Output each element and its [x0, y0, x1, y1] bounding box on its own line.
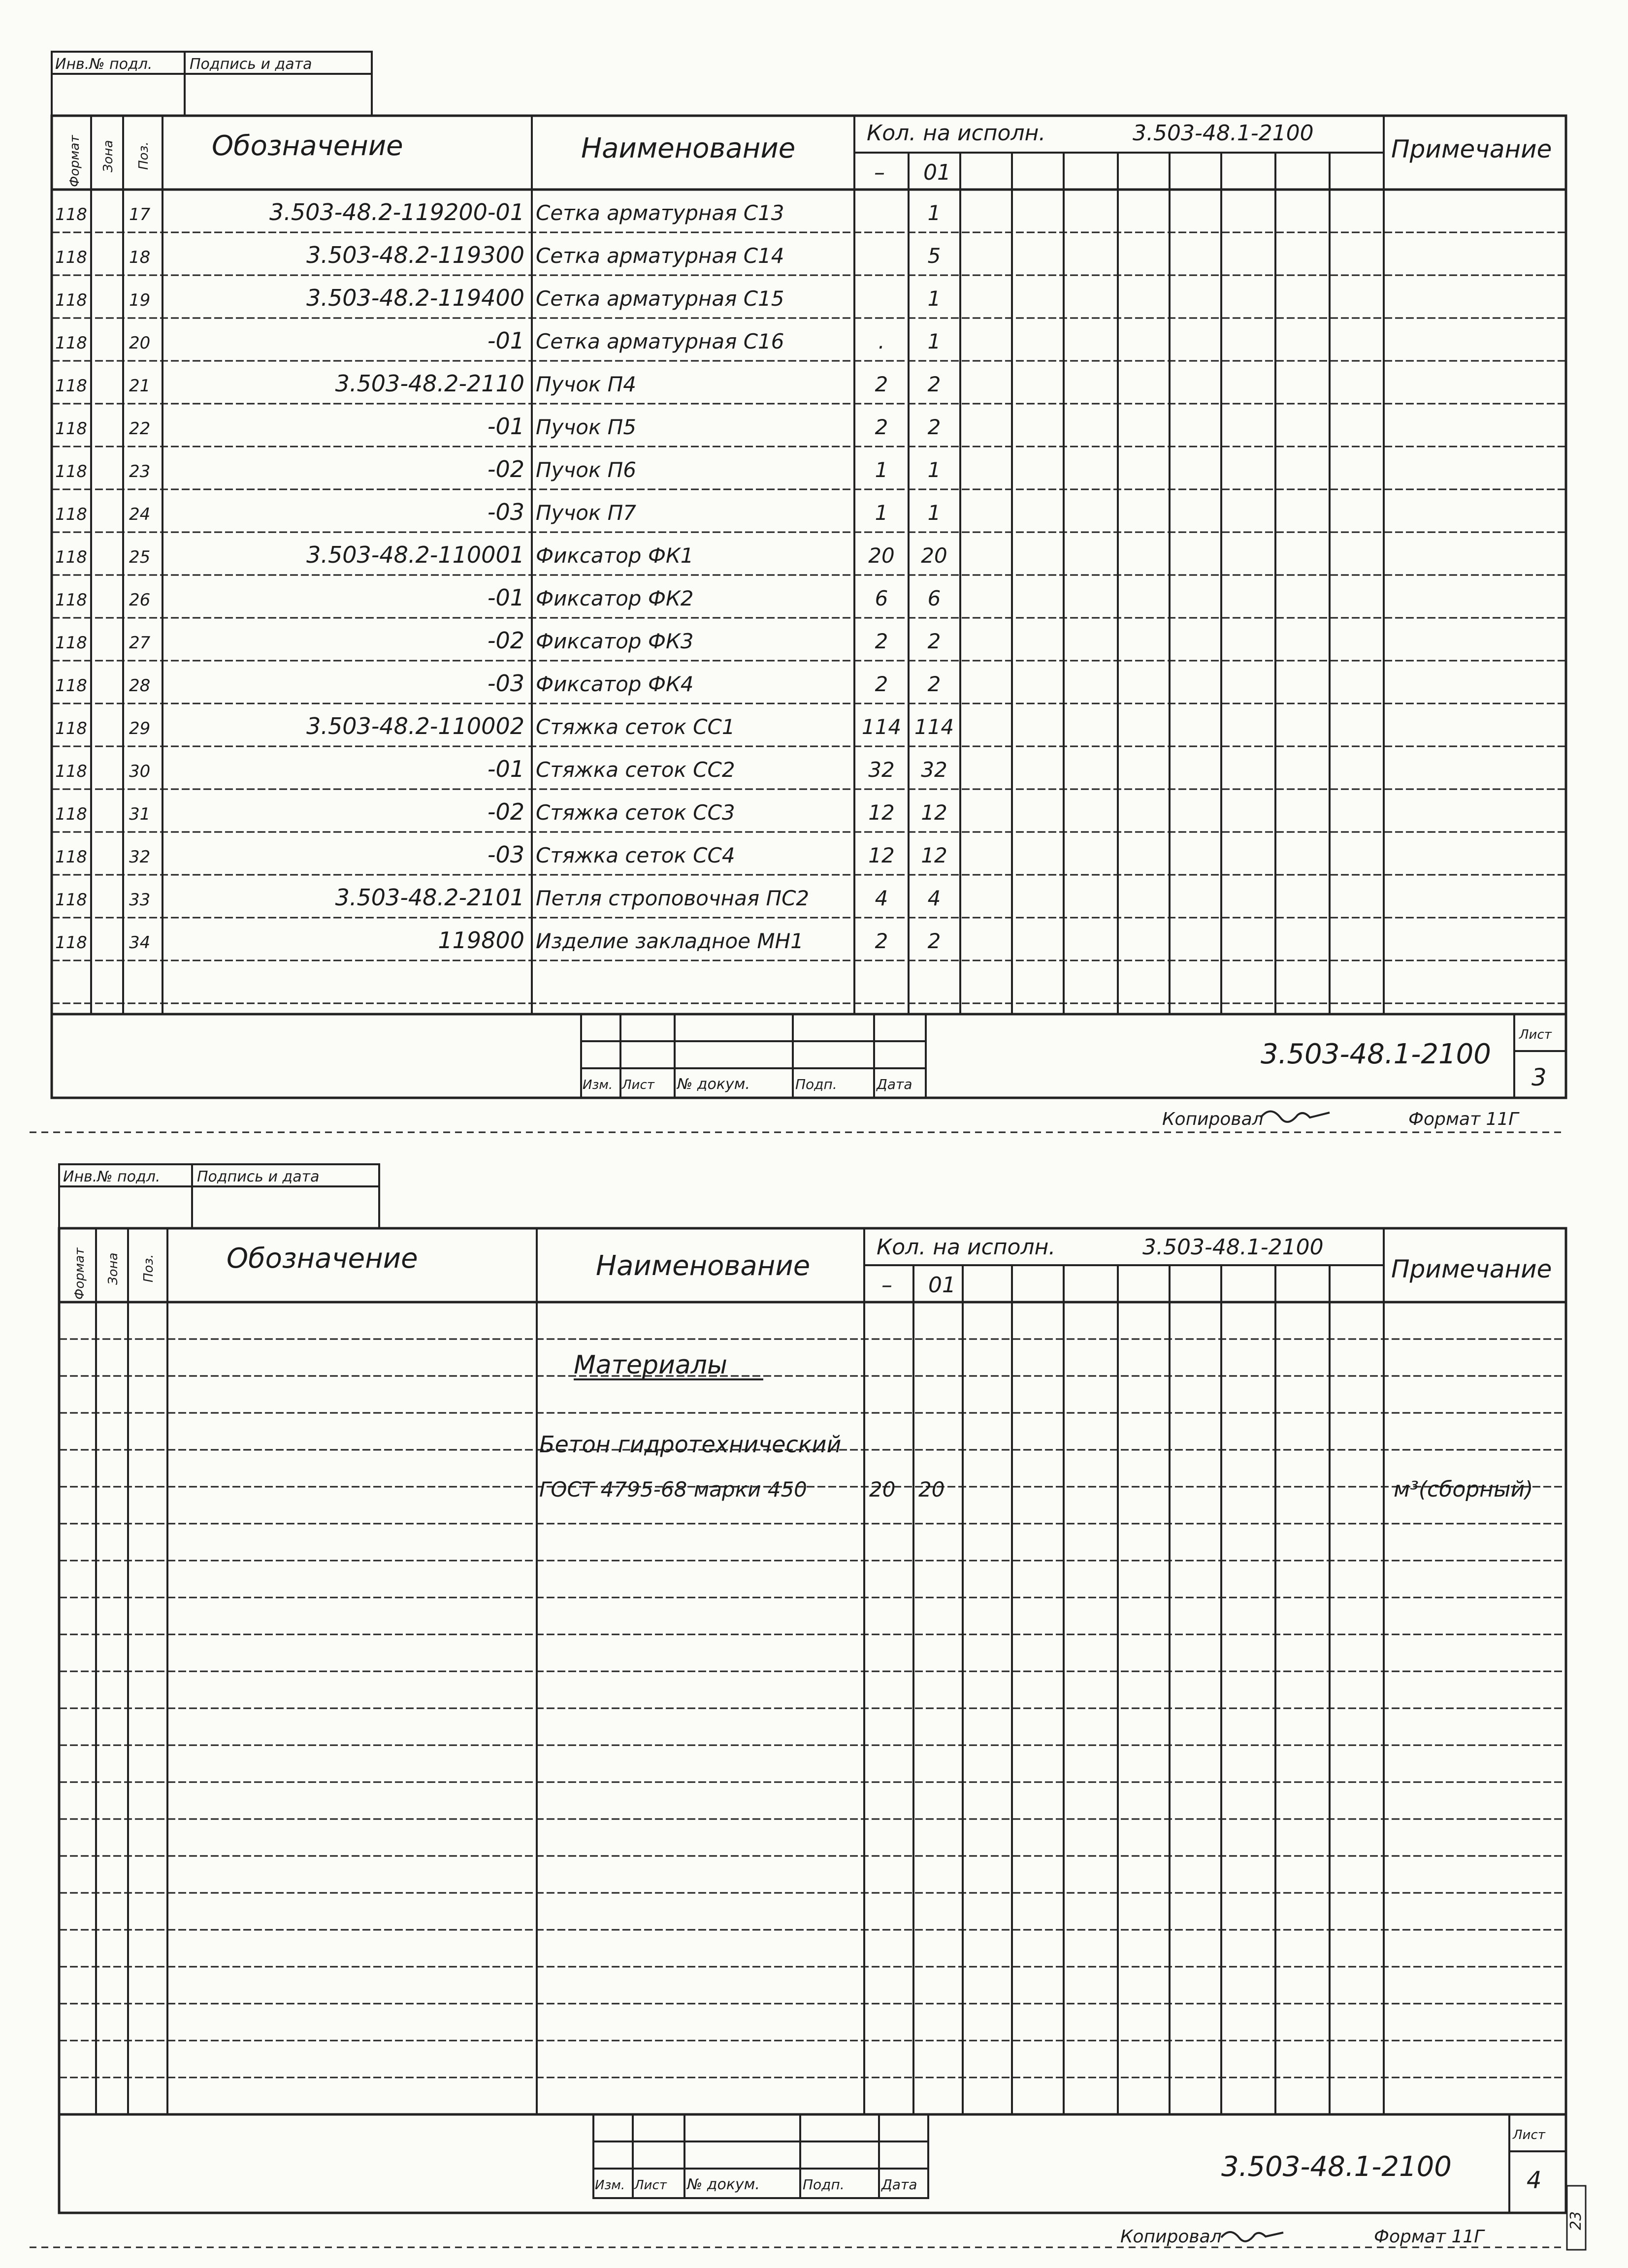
qty-01-cell: 114	[914, 715, 954, 739]
pos-cell: 21	[129, 376, 151, 396]
format-cell: 118	[55, 419, 87, 439]
qty-base-cell: 2	[875, 929, 888, 953]
name-cell: Стяжка сеток СС1	[536, 715, 735, 739]
name-cell: Фиксатор ФК3	[536, 629, 694, 653]
format-cell: 118	[55, 590, 87, 610]
name-cell: Пучок П7	[536, 501, 636, 525]
designation-cell: 3.503-48.2-110001	[306, 542, 524, 568]
pos-cell: 32	[129, 847, 151, 867]
designation-cell: 3.503-48.2-110002	[306, 713, 524, 739]
name-cell: Изделие закладное МН1	[536, 929, 804, 953]
qty-base-cell: 4	[875, 886, 888, 910]
spec-row	[55, 756, 947, 782]
sheet-number-2: 4	[1527, 2167, 1542, 2194]
pos-cell: 27	[129, 633, 151, 653]
name-cell: Петля строповочная ПС2	[536, 886, 810, 910]
name-cell: Фиксатор ФК1	[536, 543, 694, 568]
col-name-header: Наименование	[581, 132, 796, 164]
format-cell: 118	[55, 719, 87, 738]
pos-cell: 33	[129, 890, 151, 910]
date-label: Дата	[877, 1076, 912, 1092]
material-qty-01: 20	[918, 1477, 945, 1501]
col-note-header: Примечание	[1391, 135, 1552, 163]
name-cell: Пучок П6	[536, 458, 636, 482]
spec-row	[55, 327, 941, 354]
qty-base-cell: 20	[868, 543, 895, 568]
title-block-1	[581, 1014, 1566, 1098]
pos-cell: 18	[129, 248, 151, 267]
designation-cell: 3.503-48.2-119300	[306, 242, 524, 268]
material-qty-base: 20	[869, 1477, 896, 1501]
spec-row	[55, 456, 941, 482]
sheet-label: Лист	[1519, 1027, 1552, 1042]
name-cell: Сетка арматурная С13	[536, 201, 784, 225]
col-variant-01: 01	[923, 160, 951, 185]
spec-row	[55, 370, 941, 397]
col-doc-code-header-2: 3.503-48.1-2100	[1142, 1235, 1324, 1260]
qty-base-cell: 2	[875, 629, 888, 653]
pos-cell: 31	[129, 804, 151, 824]
doc-no-label-2: № докум.	[687, 2176, 760, 2193]
pos-cell: 19	[129, 290, 151, 310]
format-cell: 118	[55, 333, 87, 353]
designation-cell: -01	[487, 327, 524, 354]
name-cell: Стяжка сеток СС3	[536, 800, 735, 825]
format-cell: 118	[55, 804, 87, 824]
qty-base-cell: 1	[875, 501, 888, 525]
name-cell: Стяжка сеток СС4	[536, 843, 735, 867]
material-note: м³(сборный)	[1394, 1477, 1533, 1502]
copier-signature	[1261, 1112, 1330, 1122]
qty-01-cell: 12	[921, 843, 947, 867]
sheet-2	[30, 1164, 1586, 2250]
name-cell: Сетка арматурная С14	[536, 244, 784, 268]
document-code-2: 3.503-48.1-2100	[1221, 2151, 1452, 2183]
format-cell: 118	[55, 505, 87, 524]
qty-01-cell: 1	[927, 501, 941, 525]
designation-cell: -02	[487, 799, 524, 825]
sign-label-2: Подп.	[803, 2176, 845, 2193]
qty-01-cell: 1	[927, 329, 941, 353]
format-cell: 118	[55, 633, 87, 653]
sheet-1	[30, 52, 1566, 1132]
pos-cell: 23	[129, 462, 151, 481]
format-cell: 118	[55, 762, 87, 781]
spec-row	[55, 199, 941, 225]
format-label-2: Формат 11Г	[1374, 2227, 1484, 2247]
name-cell: Фиксатор ФК4	[536, 672, 694, 696]
pos-cell: 34	[129, 933, 151, 953]
sheet-1-rows	[52, 199, 1566, 1003]
col-name-header-2: Наименование	[596, 1250, 811, 1282]
qty-01-cell: 2	[927, 372, 941, 396]
pos-cell: 22	[129, 419, 151, 439]
col-variant-01-2: 01	[928, 1273, 956, 1298]
designation-cell: -01	[487, 584, 524, 611]
qty-01-cell: 5	[927, 244, 941, 268]
qty-01-cell: 4	[927, 886, 941, 910]
col-qty-header-2: Кол. на исполн.	[877, 1235, 1056, 1260]
material-line-1: Бетон гидротехнический	[539, 1431, 842, 1458]
spec-row	[55, 499, 941, 525]
qty-01-cell: 1	[927, 201, 941, 225]
copied-label: Копировал	[1162, 1109, 1264, 1129]
name-cell: Сетка арматурная С16	[536, 329, 784, 353]
format-cell: 118	[55, 205, 87, 224]
margin-number: 23	[1567, 2211, 1585, 2230]
designation-cell: 3.503-48.2-2110	[335, 370, 524, 397]
spec-row	[55, 884, 941, 911]
pos-cell: 30	[129, 762, 151, 781]
qty-base-cell: 32	[868, 758, 895, 782]
list-label: Лист	[622, 1078, 654, 1092]
inv-label-2: Инв.№ подл.	[63, 1168, 161, 1185]
col-variant-base-2: –	[881, 1273, 892, 1298]
qty-base-cell: 2	[875, 415, 888, 439]
format-cell: 118	[55, 676, 87, 696]
col-format-header: Формат	[67, 135, 82, 187]
spec-row	[55, 670, 941, 697]
qty-01-cell: 12	[921, 800, 947, 825]
document-code: 3.503-48.1-2100	[1261, 1038, 1491, 1070]
format-cell: 118	[55, 933, 87, 953]
col-designation-header: Обозначение	[212, 130, 403, 162]
qty-base-cell: 2	[875, 672, 888, 696]
col-pos-header-2: Поз.	[141, 1254, 156, 1282]
spec-row	[55, 285, 941, 311]
spec-row	[55, 841, 947, 868]
pos-cell: 17	[129, 205, 151, 224]
designation-cell: -03	[487, 499, 524, 525]
col-note-header-2: Примечание	[1391, 1255, 1552, 1283]
pos-cell: 20	[129, 333, 151, 353]
spec-row	[55, 927, 941, 954]
designation-cell: -03	[487, 670, 524, 697]
sign-date-label: Подпись и дата	[190, 56, 312, 73]
spec-row	[55, 242, 941, 268]
designation-cell: 3.503-48.2-119200-01	[269, 199, 524, 225]
format-cell: 118	[55, 462, 87, 481]
designation-cell: -02	[487, 627, 524, 654]
col-zone-header: Зона	[101, 140, 116, 172]
name-cell: Фиксатор ФК2	[536, 586, 694, 610]
spec-row	[55, 413, 941, 440]
format-cell: 118	[55, 547, 87, 567]
inventory-stamp	[52, 52, 372, 116]
qty-01-cell: 20	[921, 543, 947, 568]
qty-base-cell: 2	[875, 372, 888, 396]
col-pos-header: Поз.	[136, 141, 151, 170]
format-label: Формат 11Г	[1408, 1109, 1519, 1129]
pos-cell: 29	[129, 719, 151, 738]
designation-cell: -02	[487, 456, 524, 482]
sheet-number: 3	[1531, 1064, 1547, 1091]
designation-cell: -01	[487, 756, 524, 782]
qty-base-cell: 12	[868, 843, 895, 867]
sheet-label-2: Лист	[1513, 2128, 1545, 2142]
spec-row	[55, 542, 947, 568]
col-format-header-2: Формат	[72, 1247, 87, 1300]
format-cell: 118	[55, 847, 87, 867]
pos-cell: 24	[129, 505, 151, 524]
name-cell: Стяжка сеток СС2	[536, 758, 735, 782]
pos-cell: 28	[129, 676, 151, 696]
qty-01-cell: 32	[921, 758, 947, 782]
col-variant-base: –	[874, 160, 885, 185]
inventory-stamp-2	[59, 1164, 379, 1228]
qty-base-cell: 1	[875, 458, 888, 482]
format-cell: 118	[55, 290, 87, 310]
qty-01-cell: 2	[927, 672, 941, 696]
sign-date-label-2: Подпись и дата	[197, 1168, 320, 1185]
pos-cell: 25	[129, 547, 151, 567]
section-materials: Материалы	[574, 1350, 727, 1380]
spec-row	[55, 627, 941, 654]
col-zone-header-2: Зона	[106, 1252, 121, 1285]
designation-cell: -01	[487, 413, 524, 440]
copied-label-2: Копировал	[1120, 2227, 1222, 2247]
spec-row	[55, 584, 941, 611]
format-cell: 118	[55, 890, 87, 910]
name-cell: Пучок П5	[536, 415, 636, 439]
qty-01-cell: 2	[927, 929, 941, 953]
izm-label: Изм.	[583, 1078, 613, 1092]
qty-01-cell: 1	[927, 287, 941, 311]
qty-01-cell: 6	[927, 586, 941, 610]
designation-cell: 3.503-48.2-2101	[335, 884, 524, 911]
name-cell: Сетка арматурная С15	[536, 287, 784, 311]
spec-row	[55, 713, 954, 739]
col-qty-header: Кол. на исполн.	[867, 121, 1046, 146]
pos-cell: 26	[129, 590, 151, 610]
qty-01-cell: 2	[927, 629, 941, 653]
qty-base-cell: 6	[875, 586, 888, 610]
designation-cell: -03	[487, 841, 524, 868]
copier-signature-2	[1221, 2232, 1283, 2241]
col-designation-header-2: Обозначение	[227, 1243, 418, 1275]
sheet-1-frame	[52, 116, 1566, 1098]
material-line-2: ГОСТ 4795-68 марки 450	[539, 1477, 807, 1501]
qty-base-cell: 12	[868, 800, 895, 825]
designation-cell: 3.503-48.2-119400	[306, 285, 524, 311]
sign-label: Подп.	[795, 1076, 837, 1092]
format-cell: 118	[55, 248, 87, 267]
title-block-2	[593, 2114, 1566, 2213]
inv-label: Инв.№ подл.	[55, 56, 153, 73]
date-label-2: Дата	[881, 2176, 917, 2193]
format-cell: 118	[55, 376, 87, 396]
name-cell: Пучок П4	[536, 372, 636, 396]
spec-row	[55, 799, 947, 825]
col-doc-code-header: 3.503-48.1-2100	[1133, 121, 1314, 146]
list-label-2: Лист	[634, 2178, 667, 2193]
doc-no-label: № докум.	[677, 1076, 750, 1093]
izm-label-2: Изм.	[595, 2178, 625, 2193]
qty-base-cell: .	[878, 329, 885, 353]
designation-cell: 119800	[438, 927, 524, 954]
qty-base-cell: 114	[861, 715, 902, 739]
qty-01-cell: 2	[927, 415, 941, 439]
qty-01-cell: 1	[927, 458, 941, 482]
